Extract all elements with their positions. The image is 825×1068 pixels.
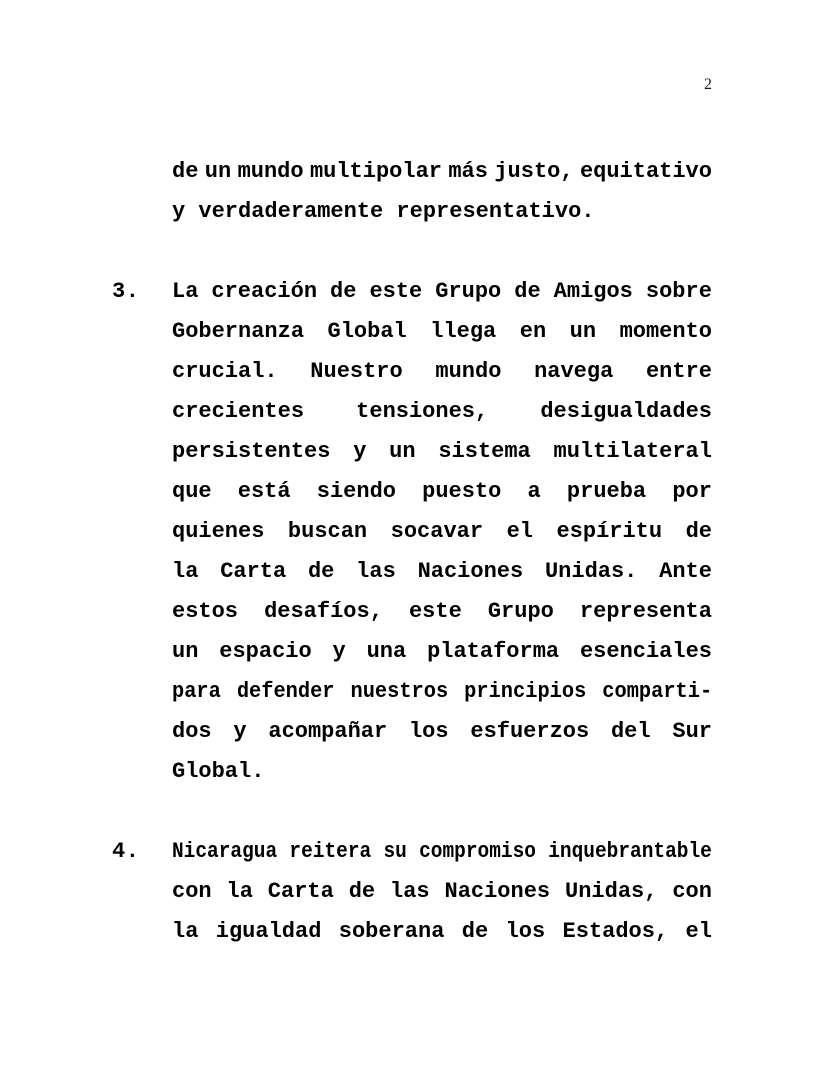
word: a — [527, 479, 541, 504]
word: este — [408, 599, 462, 624]
text-line — [172, 392, 712, 432]
text-line — [172, 712, 712, 752]
paragraph — [112, 272, 712, 792]
text-line — [172, 632, 712, 672]
word: crecientes — [172, 399, 305, 424]
word: multipolar — [309, 159, 442, 184]
word: representa — [579, 599, 712, 624]
word: y — [353, 439, 367, 464]
word: momento — [619, 319, 712, 344]
text-line — [172, 152, 712, 192]
text-line — [172, 192, 712, 232]
word: Nuestro — [310, 359, 403, 384]
word: Amigos — [553, 279, 633, 304]
word: de — [307, 559, 335, 584]
paragraph — [112, 152, 712, 232]
line-text: y verdaderamente representativo. — [172, 199, 595, 224]
word: mundo — [237, 159, 304, 184]
word: Estados, — [562, 919, 669, 944]
word: desigualdades — [540, 399, 712, 424]
text-line — [172, 672, 712, 712]
word: defender — [236, 679, 335, 704]
word: espacio — [219, 639, 312, 664]
word: crucial. — [172, 359, 278, 384]
word: su — [383, 839, 407, 864]
text-line — [172, 472, 712, 512]
text-line — [172, 832, 712, 872]
word: principios — [464, 679, 587, 704]
word: sistema — [438, 439, 531, 464]
word: reitera — [289, 839, 372, 864]
word: navega — [534, 359, 614, 384]
word: comparti- — [602, 679, 713, 704]
word: esenciales — [579, 639, 712, 664]
word: el — [506, 519, 533, 544]
word: Ante — [659, 559, 712, 584]
word: un — [204, 159, 232, 184]
word: multilateral — [553, 439, 712, 464]
word: los — [408, 719, 449, 744]
word: Grupo — [487, 599, 554, 624]
word: Carta — [220, 559, 287, 584]
word: Unidas, — [565, 879, 658, 904]
word: las — [356, 559, 396, 584]
paragraph-lines — [172, 272, 712, 792]
word: de — [461, 919, 489, 944]
text-line — [172, 512, 712, 552]
word: en — [519, 319, 547, 344]
word: inquebrantable — [548, 839, 712, 864]
word: Naciones — [444, 879, 551, 904]
word: tensiones, — [356, 399, 489, 424]
document-body — [112, 152, 712, 952]
word: del — [610, 719, 651, 744]
word: Global — [327, 319, 407, 344]
word: que — [172, 479, 212, 504]
text-line — [172, 312, 712, 352]
line-text: Global. — [172, 759, 265, 784]
word: Grupo — [435, 279, 502, 304]
paragraph-lines — [172, 152, 712, 232]
word: este — [369, 279, 423, 304]
word: Nicaragua — [172, 839, 278, 864]
word: prueba — [566, 479, 647, 504]
word: persistentes — [172, 439, 331, 464]
word: igualdad — [215, 919, 322, 944]
word: la — [172, 559, 199, 584]
word: dos — [172, 719, 212, 744]
word: buscan — [287, 519, 368, 544]
word: socavar — [390, 519, 484, 544]
text-line — [172, 352, 712, 392]
word: soberana — [338, 919, 445, 944]
word: una — [366, 639, 407, 664]
word: para — [172, 679, 221, 704]
text-line — [172, 272, 712, 312]
word: espíritu — [556, 519, 663, 544]
word: entre — [645, 359, 712, 384]
text-line — [172, 752, 712, 792]
word: esfuerzos — [470, 719, 590, 744]
word: por — [672, 479, 712, 504]
page-number: 2 — [704, 76, 712, 93]
text-line — [172, 552, 712, 592]
text-line — [172, 592, 712, 632]
word: Naciones — [417, 559, 524, 584]
word: y — [332, 639, 346, 664]
text-line — [172, 912, 712, 952]
word: y — [233, 719, 247, 744]
word: un — [389, 439, 416, 464]
word: mundo — [435, 359, 502, 384]
word: un — [172, 639, 199, 664]
word: nuestros — [350, 679, 449, 704]
word: de — [348, 879, 376, 904]
word: más — [448, 159, 488, 184]
word: los — [505, 919, 546, 944]
word: un — [569, 319, 597, 344]
word: justo, — [494, 159, 574, 184]
word: con — [672, 879, 712, 904]
word: con — [172, 879, 212, 904]
word: de — [172, 159, 199, 184]
word: equitativo — [579, 159, 712, 184]
word: sobre — [645, 279, 712, 304]
paragraph — [112, 832, 712, 952]
word: está — [237, 479, 291, 504]
word: desafíos, — [264, 599, 383, 624]
word: Sur — [672, 719, 712, 744]
word: siendo — [316, 479, 396, 504]
text-line — [172, 432, 712, 472]
word: la — [226, 879, 253, 904]
word: plataforma — [427, 639, 560, 664]
word: llega — [430, 319, 497, 344]
word: Carta — [267, 879, 334, 904]
text-line — [172, 872, 712, 912]
word: estos — [172, 599, 239, 624]
word: de — [685, 519, 712, 544]
word: de — [514, 279, 541, 304]
word: de — [330, 279, 357, 304]
word: Unidas. — [544, 559, 638, 584]
word: puesto — [422, 479, 502, 504]
word: Gobernanza — [172, 319, 305, 344]
word: compromiso — [419, 839, 536, 864]
word: acompañar — [268, 719, 388, 744]
word: la — [172, 919, 199, 944]
word: creación — [211, 279, 318, 304]
paragraph-marker: 4. — [112, 839, 140, 864]
paragraph-marker: 3. — [112, 279, 140, 304]
word: el — [685, 919, 712, 944]
word: las — [390, 879, 430, 904]
word: quienes — [172, 519, 265, 544]
paragraph-lines — [172, 832, 712, 952]
word: La — [172, 279, 199, 304]
